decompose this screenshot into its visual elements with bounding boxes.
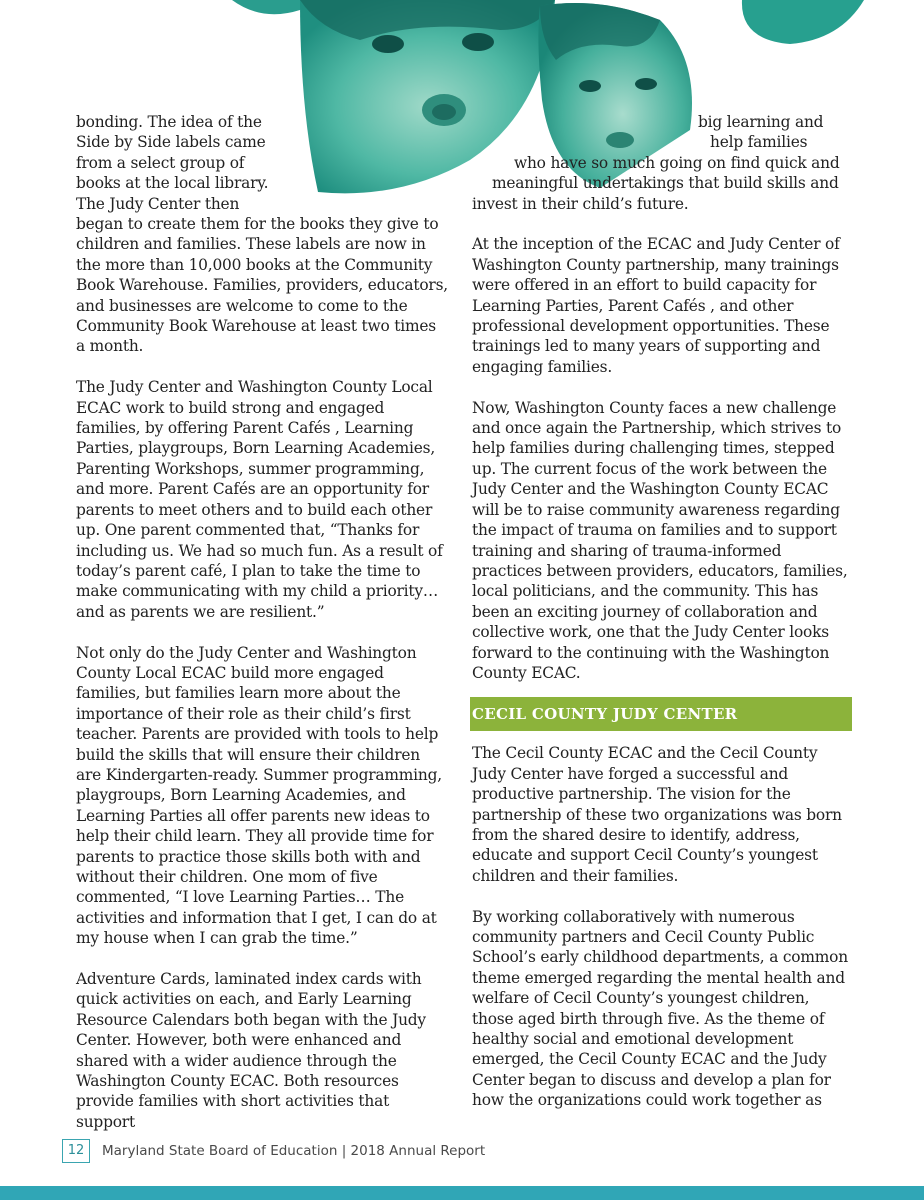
bottom-accent-bar: [0, 1186, 924, 1200]
section-heading: CECIL COUNTY JUDY CENTER: [470, 697, 852, 731]
right-column: [472, 112, 848, 1111]
text-line: The Judy Center then: [76, 194, 240, 213]
left-column: [76, 112, 448, 1132]
text-line: books at the local library.: [76, 174, 269, 193]
photo-petal-top-left: [232, 0, 310, 14]
text-line: from a select group of: [76, 153, 245, 172]
paragraph: At the inception of the ECAC and Judy Center of Washington County partnership, many trainings were offered in an effort to build capacity for Learning Parties, Parent Cafés , and other professional development opportunities. These trainings led to many years of supporting and engaging families.: [472, 235, 840, 376]
text-line: Side by Side labels came: [76, 133, 266, 152]
page-number: 12: [62, 1139, 90, 1163]
paragraph: Adventure Cards, laminated index cards with quick activities on each, and Early Learning Resource Calendars both began with the Judy Center. However, both were enhanced and shared with a wider audience through the Washington County ECAC. Both resources provide families with short activities that support: [76, 970, 426, 1131]
text-line: who have so much going on find quick and: [514, 153, 840, 172]
paragraph: began to create them for the books they give to children and families. These labels are now in the more than 10,000 books at the Community Book Warehouse. Families, providers, educators, and businesses are welcome to come to the Community Book Warehouse at least two times a month.: [76, 215, 448, 356]
text-line: big learning and: [698, 113, 824, 131]
photo-petal-top-right: [742, 0, 864, 44]
text-line: bonding. The idea of the: [76, 113, 262, 131]
paragraph: The Cecil County ECAC and the Cecil County Judy Center have forged a successful and productive partnership. The vision for the partnership of these two organizations was born from the shared desire to identify, address, educate and support Cecil County’s youngest children and their families.: [472, 744, 842, 885]
text-line: help families: [710, 133, 808, 152]
paragraph: Now, Washington County faces a new challenge and once again the Partnership, which strives to help families during challenging times, stepped up. The current focus of the work between the Judy Center and the Washington County ECAC will be to raise community awareness regarding the impact of trauma on families and to support training and sharing of trauma-informed practices between providers, educators, families, local politicians, and the community. This has been an exciting journey of collaboration and collective work, one that the Judy Center looks forward to the continuing with the Washington County ECAC.: [472, 398, 848, 682]
paragraph: Not only do the Judy Center and Washington County Local ECAC build more engaged families, but families learn more about the importance of their role as their child’s first teacher. Parents are provided with tools to help build the skills that will ensure their children are Kindergarten-ready. Summer programming, playgroups, Born Learning Academies, and Learning Parties all offer parents new ideas to help their child learn. They all provide time for parents to practice those skills both with and without their children. One mom of five commented, “I love Learning Parties… The activities and information that I get, I can do at my house when I can grab the time.”: [76, 643, 442, 948]
text-line: meaningful undertakings that build skills and: [492, 174, 839, 193]
page-footer: [62, 1138, 485, 1164]
text-line: invest in their child’s future.: [472, 194, 689, 213]
left-wrapped-lines: [76, 112, 448, 214]
paragraph: The Judy Center and Washington County Local ECAC work to build strong and engaged families, by offering Parent Cafés , Learning Parties, playgroups, Born Learning Academies, Parenting Workshops, summer programming, and more. Parent Cafés are an opportunity for parents to meet others and to build each other up. One parent commented that, “Thanks for including us. We had so much fun. As a result of today’s parent café, I plan to take the time to make communicating with my child a priority… and as parents we are resilient.”: [76, 378, 443, 621]
publication-title: Maryland State Board of Education | 2018 Annual Report: [102, 1143, 486, 1159]
right-wrapped-lines: [472, 112, 848, 214]
paragraph: By working collaboratively with numerous community partners and Cecil County Public School’s early childhood departments, a common theme emerged regarding the mental health and welfare of Cecil County’s youngest children, those aged birth through five. As the theme of healthy social and emotional development emerged, the Cecil County ECAC and the Judy Center began to discuss and develop a plan for how the organizations could work together as: [472, 907, 848, 1110]
